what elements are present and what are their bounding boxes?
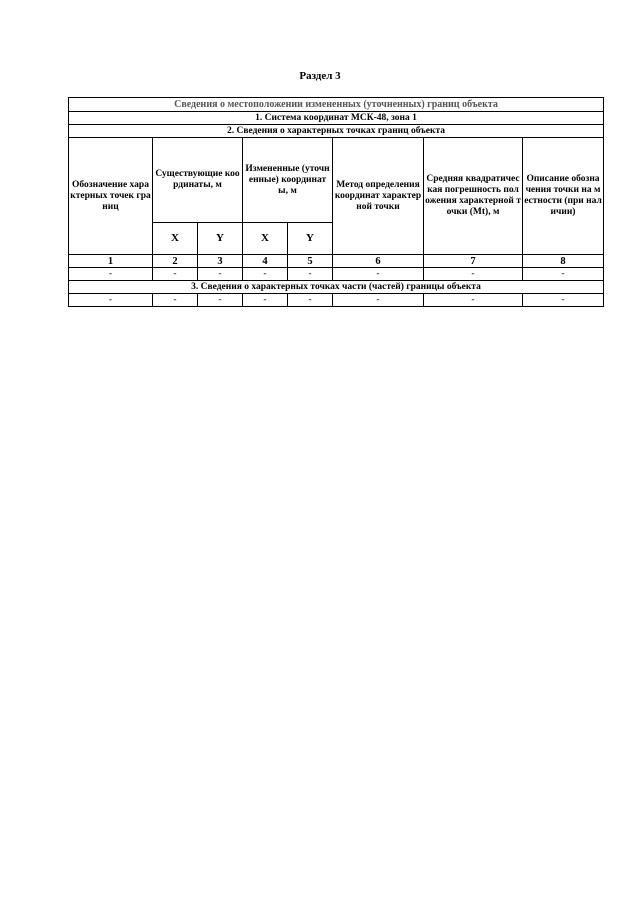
part-boundary-points-heading: 3. Сведения о характерных точках части (частей) границы объекта	[69, 281, 604, 294]
header-changed-coordinates: Измененные (уточненные) координаты, м	[243, 138, 333, 223]
table-row	[69, 294, 604, 307]
table-cell: -	[243, 268, 288, 281]
table-cell: -	[288, 268, 333, 281]
column-number: 8	[523, 255, 604, 268]
table-row	[69, 268, 604, 281]
table-cell: -	[333, 294, 424, 307]
header-changed-y: Y	[288, 223, 333, 255]
table-cell: -	[424, 294, 523, 307]
column-number: 4	[243, 255, 288, 268]
column-number: 5	[288, 255, 333, 268]
boundary-table	[68, 97, 604, 307]
header-changed-x: X	[243, 223, 288, 255]
table-cell: -	[288, 294, 333, 307]
table-cell: -	[523, 268, 604, 281]
header-description: Описание обозначения точки на местности (при наличии)	[523, 138, 604, 255]
table-cell: -	[69, 268, 153, 281]
boundary-points-heading: 2. Сведения о характерных точках границ объекта	[69, 125, 604, 138]
header-point-designation: Обозначение характерных точек границ	[69, 138, 153, 255]
table-cell: -	[243, 294, 288, 307]
table-cell: -	[523, 294, 604, 307]
column-number: 7	[424, 255, 523, 268]
section-title: Раздел 3	[299, 70, 341, 82]
table-cell: -	[153, 294, 198, 307]
column-numbers-row	[69, 255, 604, 268]
column-number: 6	[333, 255, 424, 268]
table-cell: -	[198, 268, 243, 281]
table-cell: -	[198, 294, 243, 307]
table-cell: -	[69, 294, 153, 307]
column-number: 1	[69, 255, 153, 268]
table-cell: -	[424, 268, 523, 281]
table-cell: -	[153, 268, 198, 281]
header-existing-x: X	[153, 223, 198, 255]
column-number: 2	[153, 255, 198, 268]
header-existing-coordinates: Существующие координаты, м	[153, 138, 243, 223]
coordinate-system-row: 1. Система координат МСК-48, зона 1	[69, 112, 604, 125]
header-method: Метод определения координат характерной точки	[333, 138, 424, 255]
header-existing-y: Y	[198, 223, 243, 255]
table-cell: -	[333, 268, 424, 281]
table-title: Сведения о местоположении измененных (уточненных) границ объекта	[69, 98, 604, 112]
header-mean-error: Средняя квадратическая погрешность положения характерной точки (Mt), м	[424, 138, 523, 255]
column-number: 3	[198, 255, 243, 268]
